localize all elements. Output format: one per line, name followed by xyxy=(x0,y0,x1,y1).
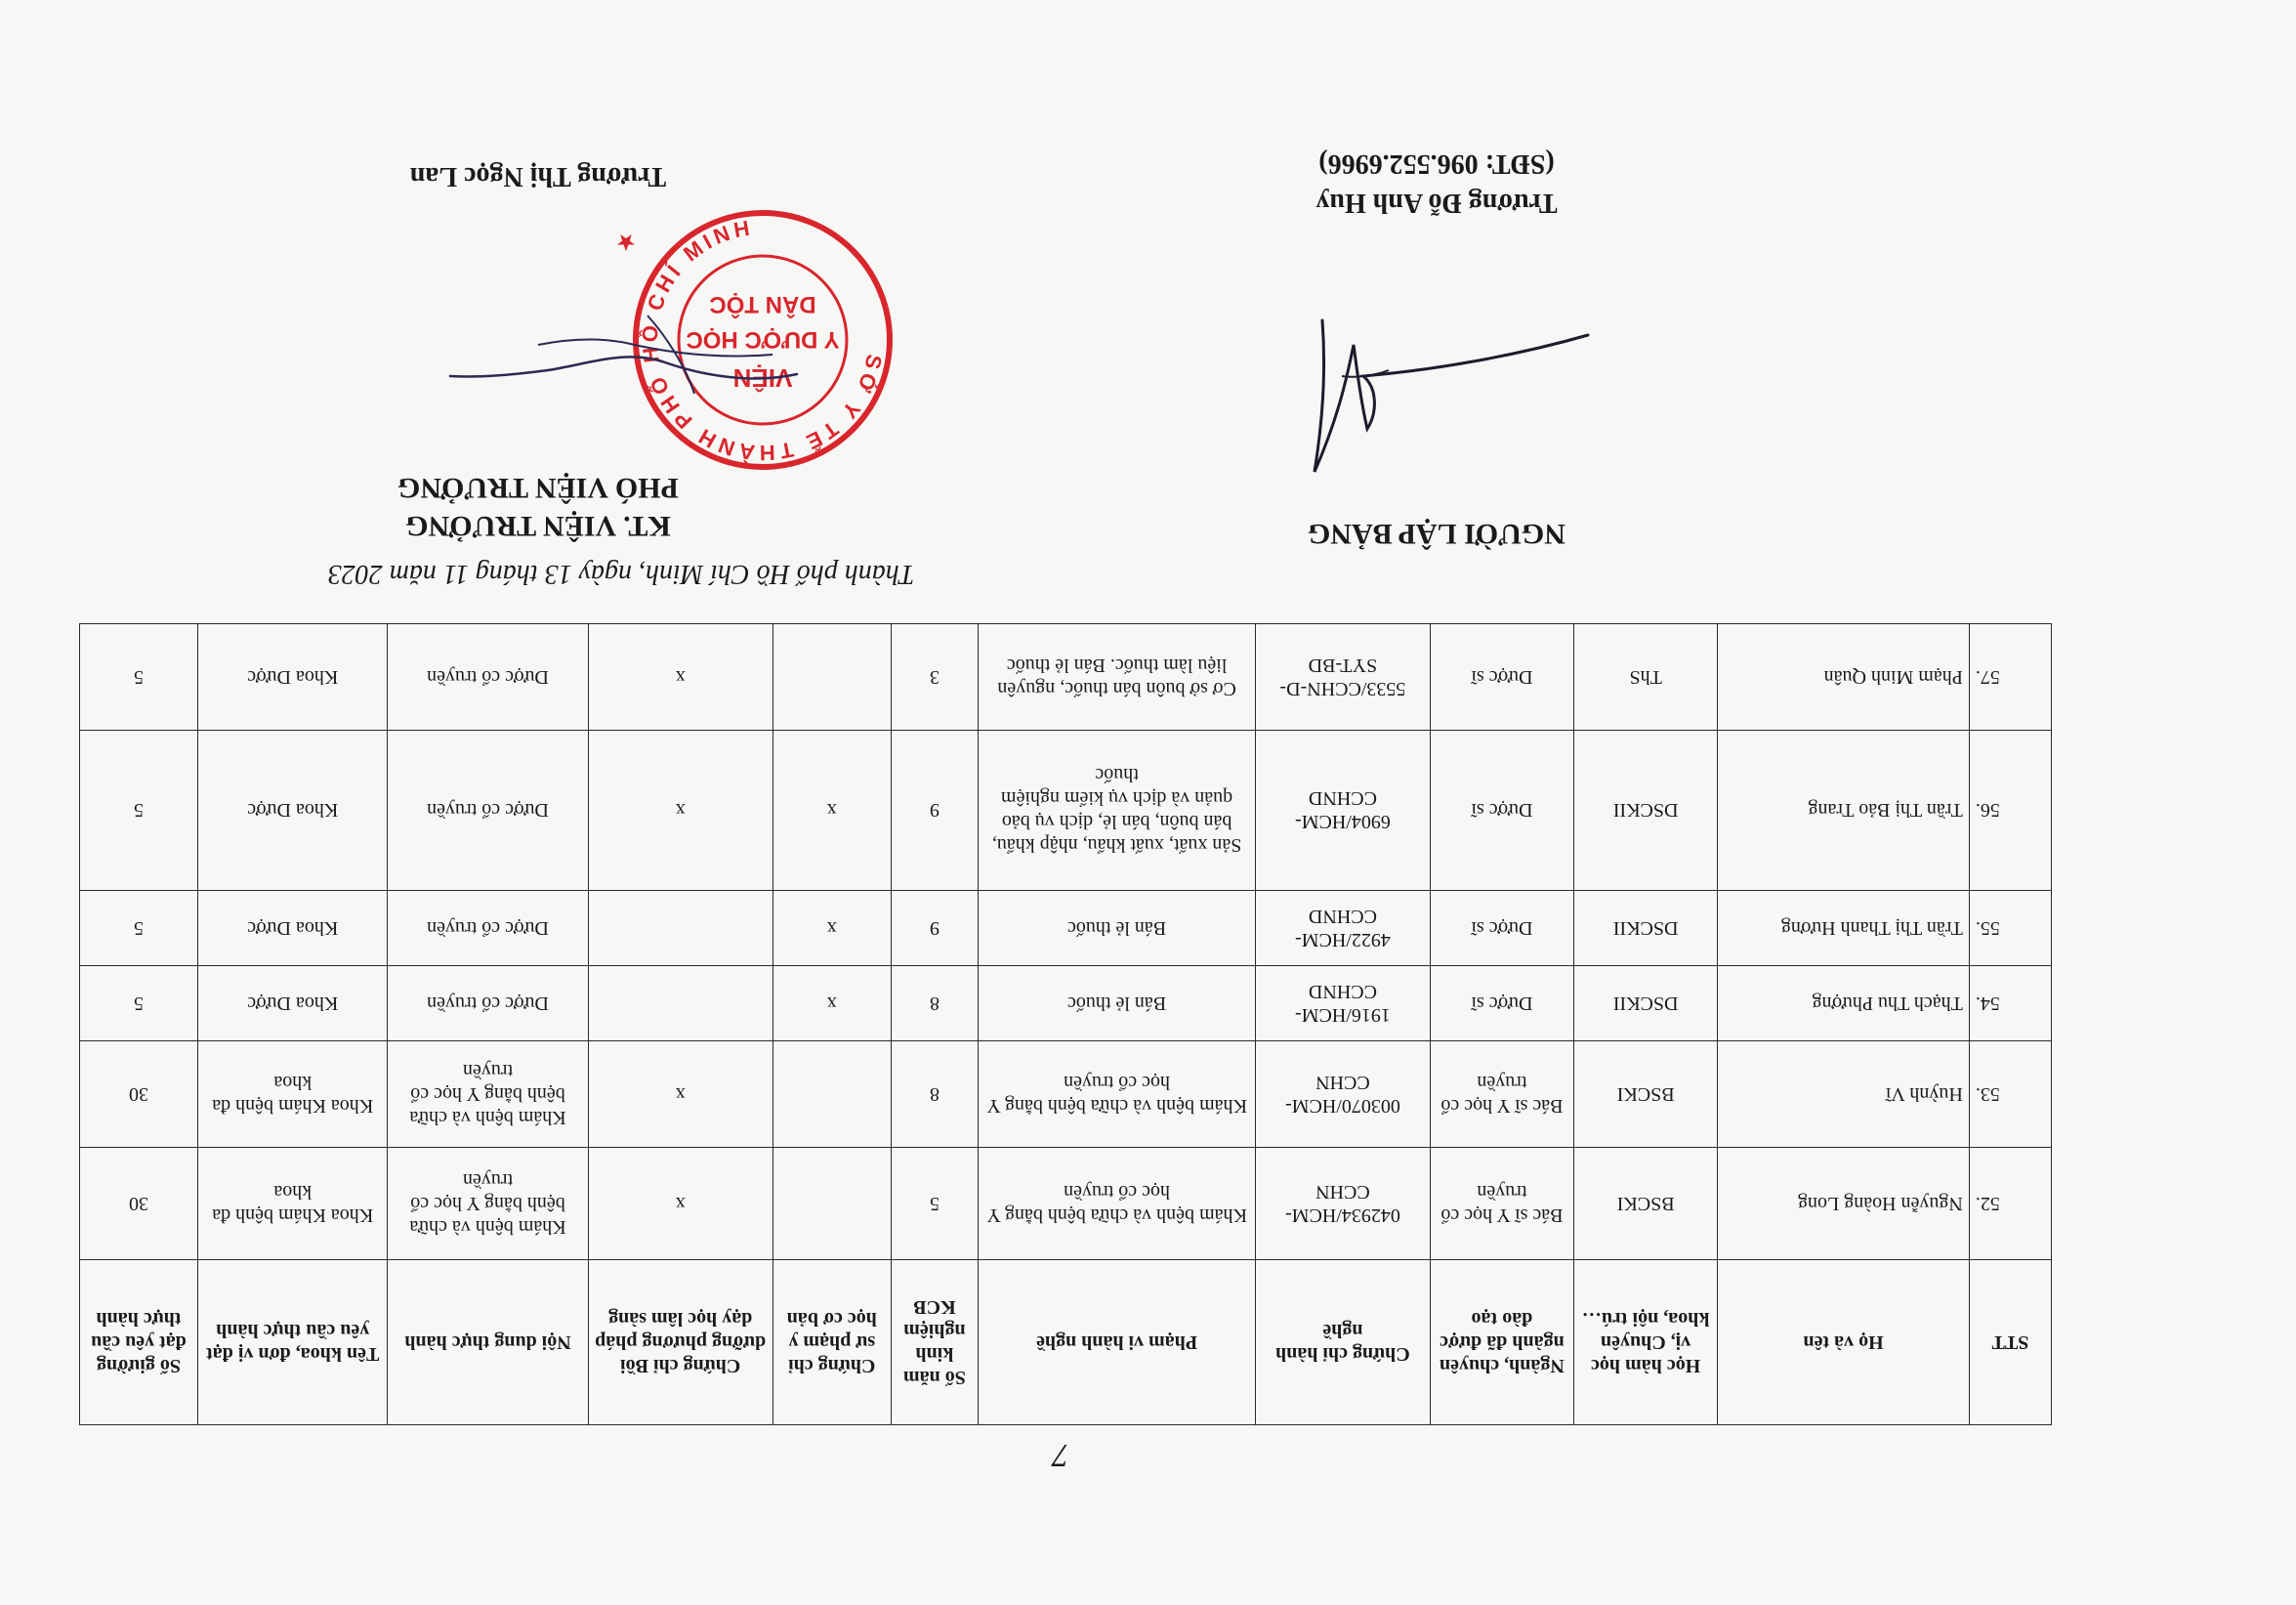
cell-years: 3 xyxy=(891,624,978,731)
cell-stt: 52. xyxy=(1969,1148,2051,1260)
cell-stt: 55. xyxy=(1969,891,2051,966)
cell-cert: 1916/HCM-CCHND xyxy=(1256,966,1431,1041)
cell-major: Bác sĩ Y học cổ truyền xyxy=(1430,1148,1573,1260)
cell-method-cert: x xyxy=(588,731,772,891)
cell-teach-cert: x xyxy=(772,891,891,966)
cell-beds: 5 xyxy=(80,891,198,966)
cell-stt: 56. xyxy=(1969,731,2051,891)
cell-years: 8 xyxy=(891,966,978,1041)
preparer-title: NGƯỜI LẬP BẢNG xyxy=(1308,518,1565,550)
cell-teach-cert: x xyxy=(772,966,891,1041)
cell-major: Dược sĩ xyxy=(1430,624,1573,731)
header-content: Nội dung thực hành xyxy=(388,1260,588,1425)
cell-scope: Bán lẻ thuốc xyxy=(979,966,1256,1041)
cell-content: Dược cổ truyền xyxy=(388,624,588,731)
cell-degree: BSCKI xyxy=(1574,1041,1718,1148)
table-row xyxy=(80,624,2052,731)
table-row xyxy=(80,1041,2052,1148)
cell-dept: Khoa Dược xyxy=(197,731,388,891)
header-beds: Số giường đạt yêu cầu thực hành xyxy=(80,1260,198,1425)
cell-name: Huỳnh Vĩ xyxy=(1718,1041,1970,1148)
header-teach-cert: Chứng chỉ sư phạm y học cơ bản xyxy=(772,1260,891,1425)
signature-date-line: Thành phố Hồ Chí Minh, ngày 13 tháng 11 năm 2023 xyxy=(327,559,915,589)
cell-content: Dược cổ truyền xyxy=(388,731,588,891)
director-title-2: PHÓ VIỆN TRƯỞNG xyxy=(397,472,679,504)
staff-table xyxy=(79,623,2052,1425)
preparer-name: Trương Đỗ Anh Huy xyxy=(1315,188,1558,218)
cell-dept: Khoa Dược xyxy=(197,966,388,1041)
cell-major: Bác sĩ Y học cổ truyền xyxy=(1430,1041,1573,1148)
header-scope: Phạm vi hành nghề xyxy=(979,1260,1256,1425)
cell-method-cert: x xyxy=(588,1148,772,1260)
header-years: Số năm kinh nghiệm KCB xyxy=(891,1260,978,1425)
cell-stt: 57. xyxy=(1969,624,2051,731)
cell-major: Dược sĩ xyxy=(1430,731,1573,891)
cell-beds: 30 xyxy=(80,1148,198,1260)
header-dept: Tên khoa, đơn vị đạt yêu cầu thực hành xyxy=(197,1260,388,1425)
director-name: Trương Thị Ngọc Lan xyxy=(409,161,667,191)
header-major: Ngành, chuyên ngành đã được đào tạo xyxy=(1430,1260,1573,1425)
preparer-phone: (SĐT: 096.552.6966) xyxy=(1318,148,1555,179)
cell-beds: 5 xyxy=(80,731,198,891)
cell-name: Thạch Thu Phượng xyxy=(1718,966,1970,1041)
cell-teach-cert xyxy=(772,1148,891,1260)
cell-degree: DSCKII xyxy=(1574,966,1718,1041)
cell-scope: Khám bệnh và chữa bệnh bằng Y học cổ truyền xyxy=(979,1041,1256,1148)
header-method-cert: Chứng chỉ Bồi dưỡng phương pháp dạy học lâm sàng xyxy=(588,1260,772,1425)
table-row xyxy=(80,1148,2052,1260)
cell-method-cert: x xyxy=(588,624,772,731)
cell-dept: Khoa Khám bệnh đa khoa xyxy=(197,1148,388,1260)
stamp-star-icon xyxy=(616,232,636,252)
stamp-line-2: Y DƯỢC HỌC xyxy=(686,326,840,353)
stamp-line-1: VIỆN xyxy=(732,363,793,393)
header-cert: Chứng chỉ hành nghề xyxy=(1256,1260,1431,1425)
cell-name: Trần Thị Bảo Trang xyxy=(1718,731,1970,891)
table-row xyxy=(80,731,2052,891)
cell-content: Khám bệnh và chữa bệnh bằng Y học cổ truyền xyxy=(388,1148,588,1260)
cell-method-cert: x xyxy=(588,1041,772,1148)
table-header-row xyxy=(80,1260,2052,1425)
cell-name: Nguyễn Hoàng Long xyxy=(1718,1148,1970,1260)
cell-method-cert xyxy=(588,891,772,966)
director-title-1: KT. VIỆN TRƯỞNG xyxy=(405,510,671,542)
cell-dept: Khoa Khám bệnh đa khoa xyxy=(197,1041,388,1148)
cell-degree: ThS xyxy=(1574,624,1718,731)
cell-degree: DSCKII xyxy=(1574,731,1718,891)
table-row xyxy=(80,966,2052,1041)
stamp-outer-text: SỞ Y TẾ THÀNH PHỐ HỒ CHÍ MINH xyxy=(637,215,888,466)
cell-dept: Khoa Dược xyxy=(197,891,388,966)
cell-stt: 53. xyxy=(1969,1041,2051,1148)
cell-years: 5 xyxy=(891,1148,978,1260)
cell-teach-cert xyxy=(772,624,891,731)
stamp-line-3: DÂN TỘC xyxy=(709,291,816,317)
director-handwritten-signature xyxy=(440,296,812,433)
cell-cert: 4922/HCM-CCHND xyxy=(1256,891,1431,966)
header-stt: STT xyxy=(1969,1260,2051,1425)
cell-dept: Khoa Dược xyxy=(197,624,388,731)
cell-years: 8 xyxy=(891,1041,978,1148)
cell-scope: Bán lẻ thuốc xyxy=(979,891,1256,966)
cell-cert: 6904/HCM-CCHND xyxy=(1256,731,1431,891)
cell-degree: DSCKII xyxy=(1574,891,1718,966)
cell-teach-cert: x xyxy=(772,731,891,891)
cell-content: Dược cổ truyền xyxy=(388,966,588,1041)
cell-major: Dược sĩ xyxy=(1430,891,1573,966)
cell-name: Phạm Minh Quân xyxy=(1718,624,1970,731)
cell-scope: Cơ sở buôn bán thuốc, nguyên liệu làm thuốc. Bán lẻ thuốc xyxy=(979,624,1256,731)
cell-beds: 5 xyxy=(80,966,198,1041)
preparer-signature-block xyxy=(1202,148,1671,550)
cell-major: Dược sĩ xyxy=(1430,966,1573,1041)
cell-degree: BSCKI xyxy=(1574,1148,1718,1260)
cell-years: 9 xyxy=(891,891,978,966)
header-name: Họ và tên xyxy=(1718,1260,1970,1425)
cell-content: Dược cổ truyền xyxy=(388,891,588,966)
table-row xyxy=(80,891,2052,966)
page-number: 7 xyxy=(1052,1437,1069,1473)
cell-teach-cert xyxy=(772,1041,891,1148)
cell-stt: 54. xyxy=(1969,966,2051,1041)
cell-years: 9 xyxy=(891,731,978,891)
cell-cert: 5533/CCHN-D-SYT-BD xyxy=(1256,624,1431,731)
cell-content: Khám bệnh và chữa bệnh bằng Y học cổ truyền xyxy=(388,1041,588,1148)
cell-name: Trần Thị Thanh Hương xyxy=(1718,891,1970,966)
preparer-handwritten-signature xyxy=(1285,296,1598,491)
header-degree: Học hàm học vị, Chuyên khoa, nội trú… xyxy=(1574,1260,1718,1425)
cell-cert: 042934/HCM-CCHN xyxy=(1256,1148,1431,1260)
cell-beds: 30 xyxy=(80,1041,198,1148)
cell-beds: 5 xyxy=(80,624,198,731)
cell-method-cert xyxy=(588,966,772,1041)
cell-scope: Sản xuất, xuất khẩu, nhập khẩu, bán buôn, bán lẻ, dịch vụ bảo quản và dịch vụ kiểm nghiệm thuốc xyxy=(979,731,1256,891)
cell-scope: Khám bệnh và chữa bệnh bằng Y học cổ truyền xyxy=(979,1148,1256,1260)
cell-cert: 003070/HCM-CCHN xyxy=(1256,1041,1431,1148)
